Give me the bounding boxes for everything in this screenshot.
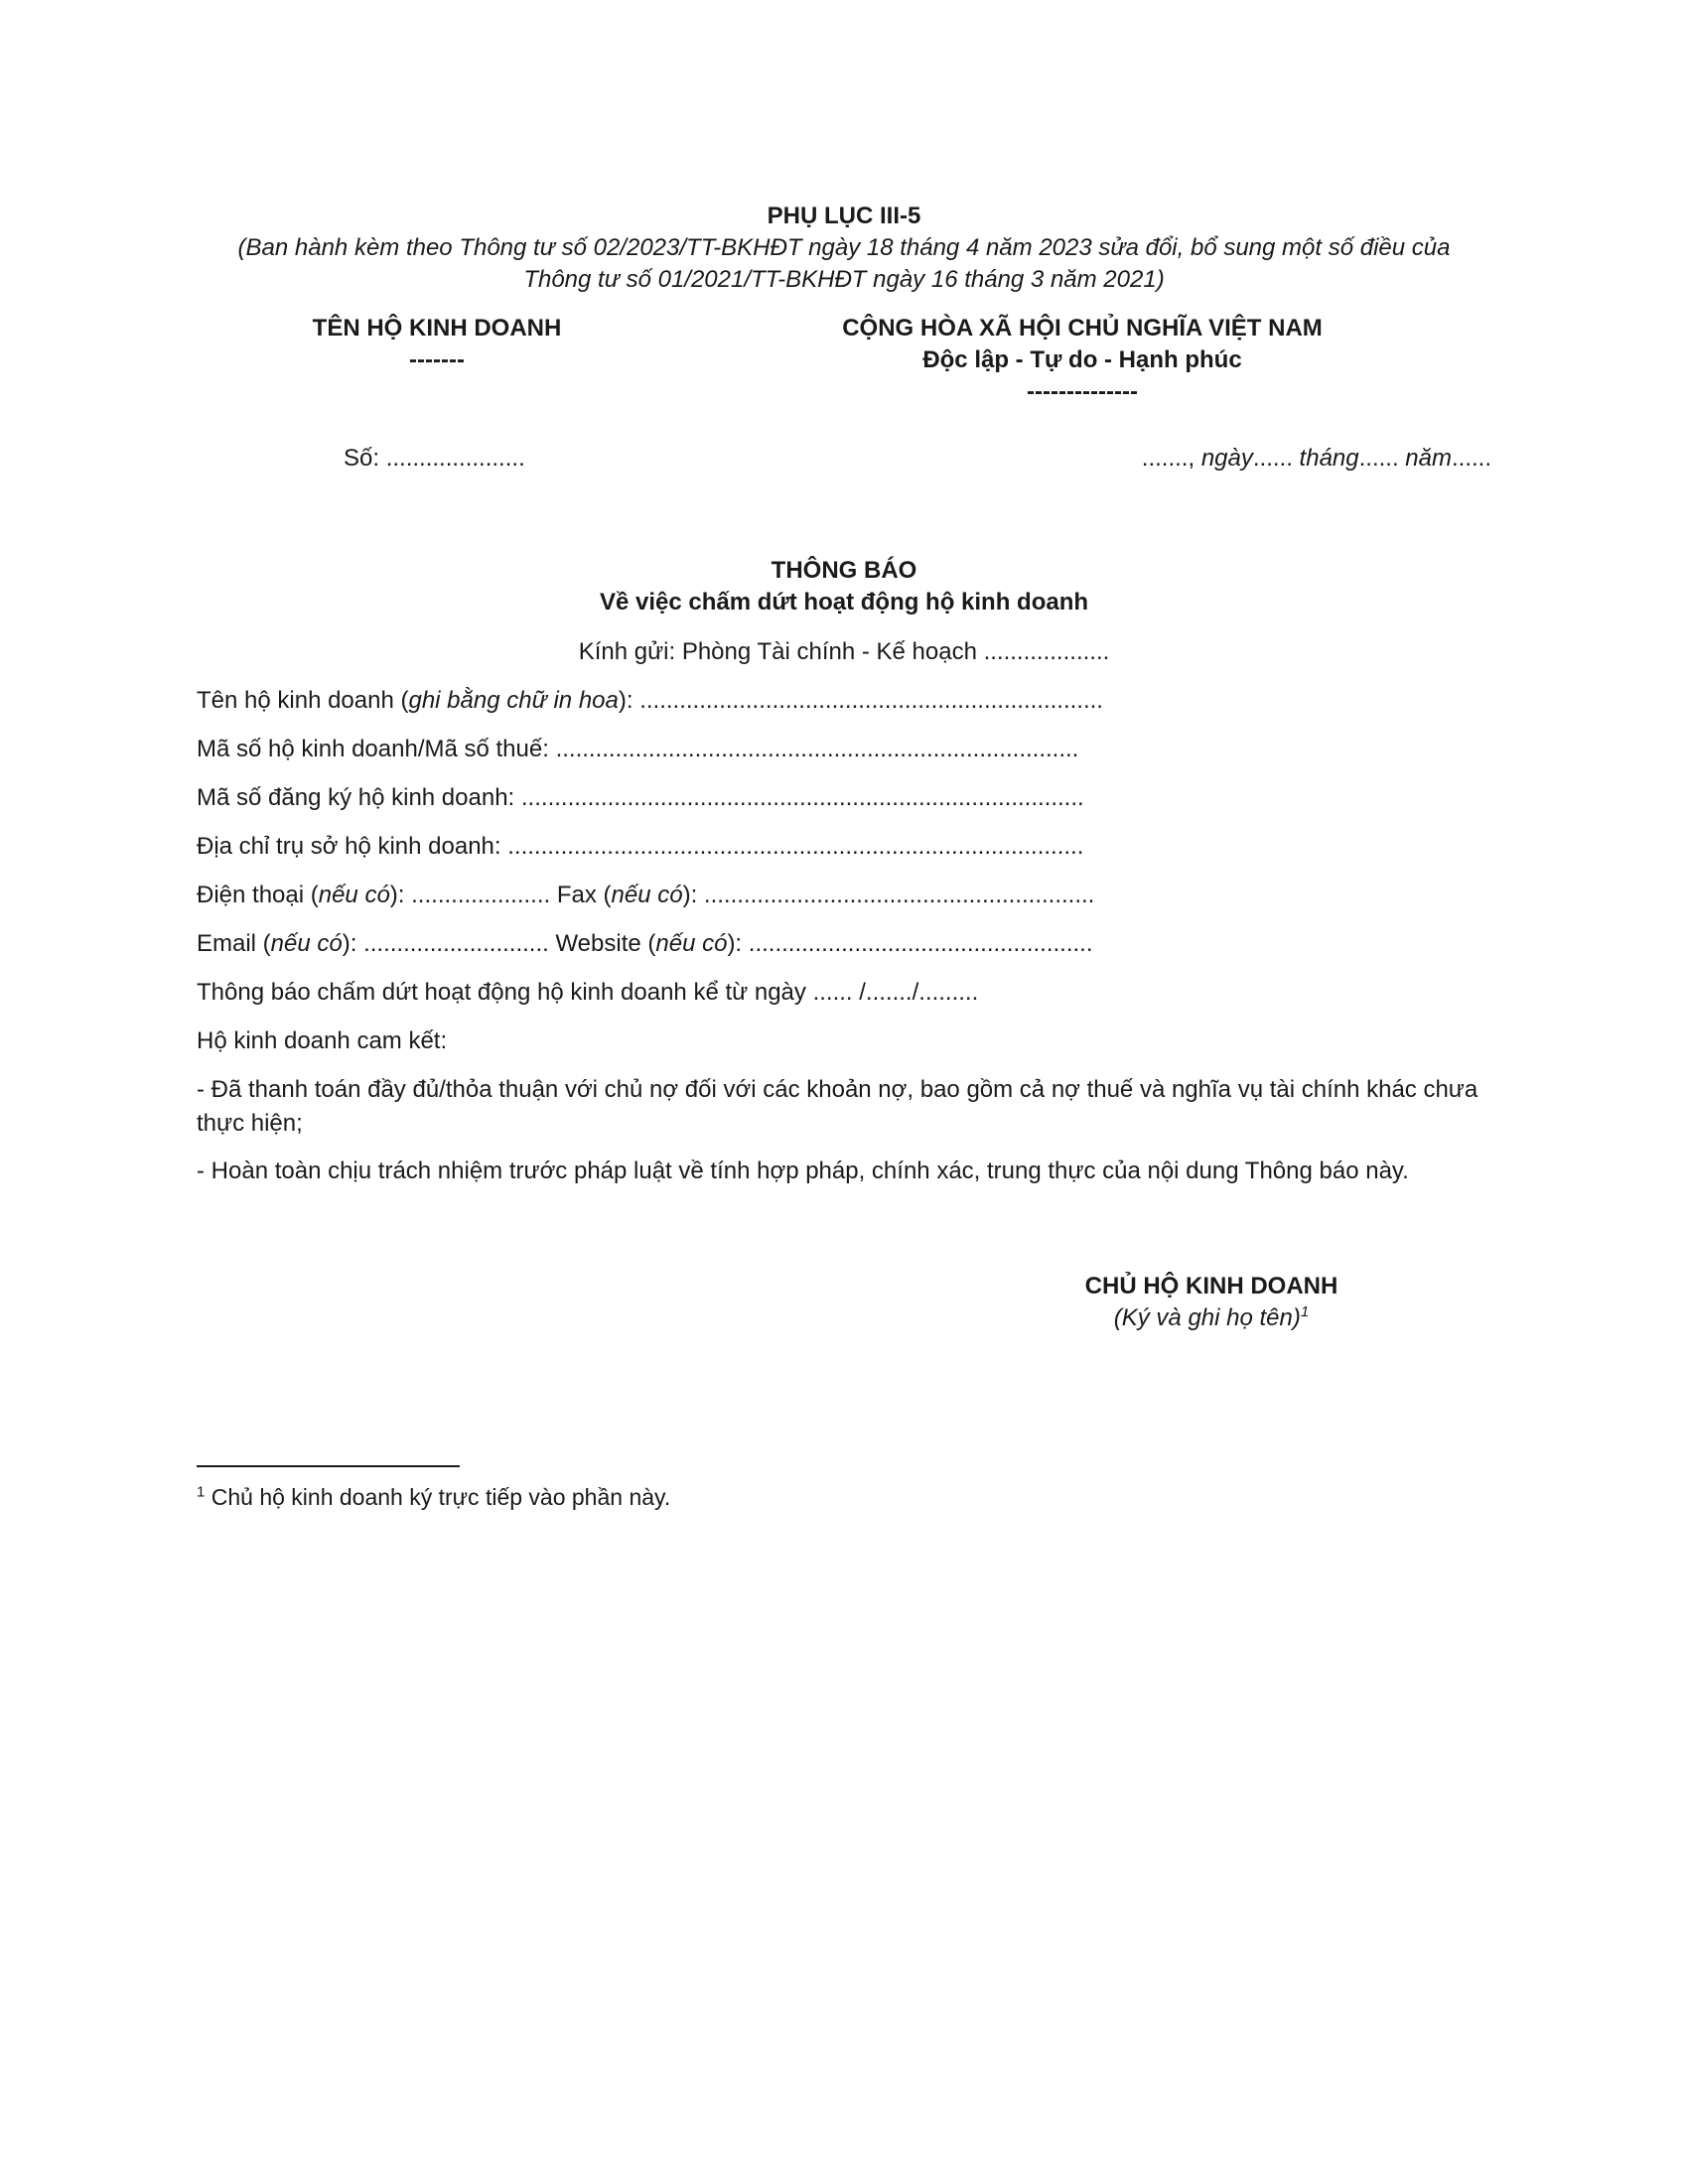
- field-email-website: [197, 927, 1497, 961]
- field-phone-hint: nếu có: [318, 882, 390, 908]
- field-phone-label: Điện thoại (: [197, 882, 319, 908]
- national-motto: Độc lập - Tự do - Hạnh phúc: [922, 346, 1242, 373]
- nation-heading: CỘNG HÒA XÃ HỘI CHỦ NGHĨA VIỆT NAM: [842, 315, 1323, 341]
- field-tax-code: [197, 733, 1497, 766]
- field-registration-code-label: Mã số đăng ký hộ kinh doanh:: [197, 784, 515, 811]
- field-tax-code-label: Mã số hộ kinh doanh/Mã số thuế:: [197, 736, 549, 762]
- day-blank: ......: [1252, 445, 1293, 472]
- field-fax-hint: nếu có: [611, 882, 683, 908]
- footnote-number: 1: [197, 1483, 206, 1501]
- field-fax-close: ):: [682, 882, 698, 908]
- footnote-text: Chủ hộ kinh doanh ký trực tiếp vào phần này.: [211, 1484, 671, 1510]
- field-tax-code-blank: ...............................................................................: [555, 736, 1079, 762]
- signature-instruction: [993, 1301, 1430, 1335]
- field-phone-blank: .....................: [411, 882, 551, 908]
- field-fax-label: Fax (: [556, 882, 612, 908]
- field-email-blank: ............................: [363, 930, 549, 957]
- year-blank: ......: [1451, 445, 1491, 472]
- field-website-hint: nếu có: [655, 930, 728, 957]
- field-business-name-hint: ghi bằng chữ in hoa: [408, 687, 619, 714]
- document-number: [344, 442, 525, 476]
- footnote: [197, 1481, 670, 1513]
- place-blank: .......,: [1141, 445, 1196, 472]
- notice-subject: Về việc chấm dứt hoạt động hộ kinh doanh: [599, 589, 1089, 615]
- document-date: [1142, 442, 1491, 476]
- appendix-title: PHỤ LỤC III-5: [767, 203, 921, 229]
- document-number-blank: .....................: [385, 445, 525, 472]
- business-name-divider: -------: [409, 346, 465, 373]
- day-label: ngày: [1200, 445, 1253, 472]
- field-email-label: Email (: [197, 930, 271, 957]
- document-number-label: Số:: [344, 445, 380, 472]
- motto-divider: --------------: [1027, 378, 1138, 405]
- field-fax-blank: ...........................................................: [703, 882, 1095, 908]
- month-label: tháng: [1299, 445, 1359, 472]
- commitment-item-1: - Đã thanh toán đầy đủ/thỏa thuận với chủ nợ đối với các khoản nợ, bao gồm cả nợ thuế và nghĩa vụ tài chính khác chưa thực hiện;: [197, 1076, 1478, 1137]
- field-business-name: [197, 684, 1497, 718]
- business-name-heading: TÊN HỘ KINH DOANH: [312, 315, 562, 341]
- appendix-subtitle-line2: Thông tư số 01/2021/TT-BKHĐT ngày 16 tháng 3 năm 2021): [523, 266, 1165, 293]
- month-blank: ......: [1358, 445, 1399, 472]
- field-registration-code-blank: .....................................................................................: [520, 784, 1084, 811]
- field-phone-fax: [197, 879, 1497, 912]
- commitment-item-2: - Hoàn toàn chịu trách nhiệm trước pháp luật về tính hợp pháp, chính xác, trung thực của nội dung Thông báo này.: [197, 1158, 1409, 1184]
- signature-instruction-text: (Ký và ghi họ tên): [1113, 1304, 1301, 1331]
- field-business-name-close: ):: [618, 687, 633, 714]
- field-registration-code: [197, 781, 1497, 815]
- field-website-blank: ....................................................: [748, 930, 1093, 957]
- field-business-name-blank: ......................................................................: [639, 687, 1103, 714]
- footnote-divider: [197, 1465, 460, 1467]
- notice-recipient: Kính gửi: Phòng Tài chính - Kế hoạch ...................: [578, 638, 1110, 665]
- appendix-subtitle-line1: (Ban hành kèm theo Thông tư số 02/2023/TT-BKHĐT ngày 18 tháng 4 năm 2023 sửa đổi, bổ sung một số điều của: [237, 234, 1451, 261]
- footnote-reference: 1: [1300, 1303, 1310, 1320]
- field-website-label: Website (: [555, 930, 656, 957]
- field-address-label: Địa chỉ trụ sở hộ kinh doanh:: [197, 833, 501, 860]
- field-email-hint: nếu có: [270, 930, 343, 957]
- signature-title: CHỦ HỘ KINH DOANH: [1084, 1273, 1338, 1299]
- field-termination-date: Thông báo chấm dứt hoạt động hộ kinh doanh kể từ ngày ...... /......./.........: [197, 979, 979, 1006]
- commitment-intro: Hộ kinh doanh cam kết:: [197, 1027, 448, 1054]
- field-website-close: ):: [727, 930, 743, 957]
- field-phone-close: ):: [389, 882, 405, 908]
- field-address-blank: .......................................................................................: [507, 833, 1084, 860]
- notice-title: THÔNG BÁO: [771, 557, 917, 584]
- field-email-close: ):: [342, 930, 357, 957]
- field-address: [197, 830, 1497, 864]
- field-business-name-label: Tên hộ kinh doanh (: [197, 687, 409, 714]
- year-label: năm: [1405, 445, 1452, 472]
